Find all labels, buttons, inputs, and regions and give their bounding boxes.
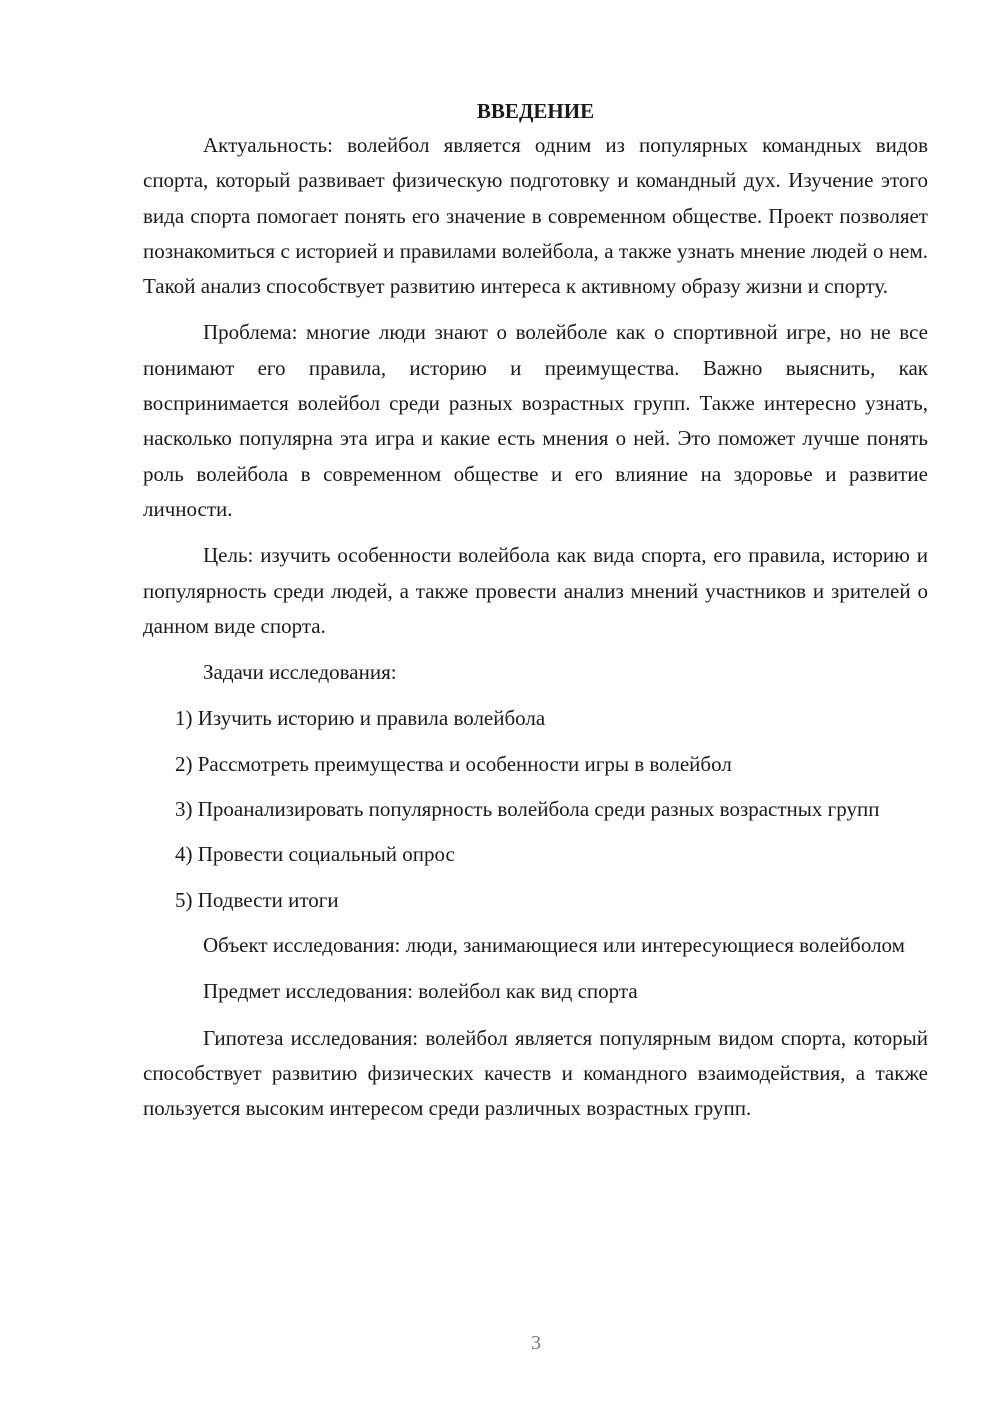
relevance-paragraph: Актуальность: волейбол является одним из популярных командных видов спорта, который развивает физическую подготовку и командный дух. Изучение этого вида спорта помогает понять его значение в современном обществе. Проект позволяет познакомиться с историей и правилами волейбола, а также узнать мнение людей о нем. Такой анализ способствует развитию интереса к активному образу жизни и спорту. xyxy=(143,133,928,299)
page-number: 3 xyxy=(531,1332,541,1354)
task-item: 4) Провести социальный опрос xyxy=(175,842,455,867)
problem-paragraph: Проблема: многие люди знают о волейболе как о спортивной игре, но не все понимают его правила, историю и преимущества. Важно выяснить, как воспринимается волейбол среди разных возрастных групп. Также интересно узнать, насколько популярна эта игра и какие есть мнения о ней. Это поможет лучше понять роль волейбола в современном обществе и его влияние на здоровье и развитие личности. xyxy=(143,320,928,521)
task-item: 1) Изучить историю и правила волейбола xyxy=(175,706,546,731)
goal-paragraph: Цель: изучить особенности волейбола как вида спорта, его правила, историю и популярность среди людей, а также провести анализ мнений участников и зрителей о данном виде спорта. xyxy=(143,543,928,638)
task-item: 5) Подвести итоги xyxy=(175,887,339,912)
subject-paragraph: Предмет исследования: волейбол как вид спорта xyxy=(203,979,638,1004)
section-heading: ВВЕДЕНИЕ xyxy=(476,99,595,123)
task-item: 2) Рассмотреть преимущества и особенности игры в волейбол xyxy=(175,751,732,776)
tasks-intro: Задачи исследования: xyxy=(203,660,397,685)
page-content xyxy=(143,95,928,1137)
object-paragraph: Объект исследования: люди, занимающиеся или интересующиеся волейболом xyxy=(203,932,905,957)
hypothesis-paragraph: Гипотеза исследования: волейбол является популярным видом спорта, который способствует развитию физических качеств и командного взаимодействия, а также пользуется высоким интересом среди различных возрастных групп. xyxy=(143,1025,928,1121)
task-item: 3) Проанализировать популярность волейбола среди разных возрастных групп xyxy=(175,797,880,822)
